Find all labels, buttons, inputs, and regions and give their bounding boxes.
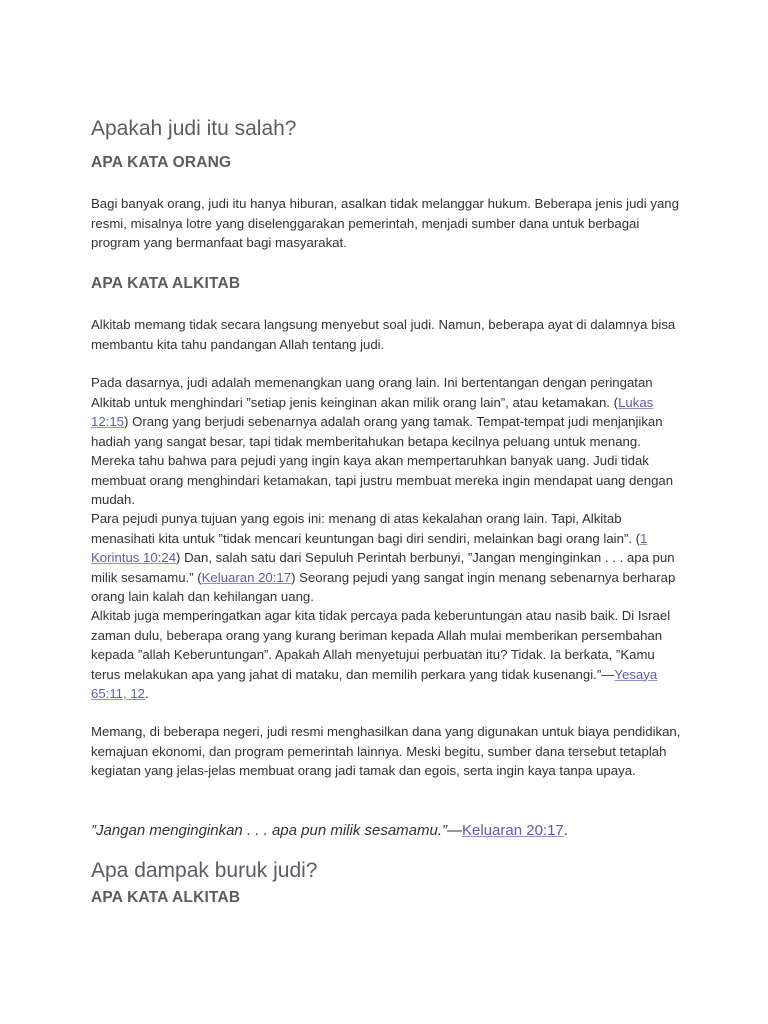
- link-yesaya-65-11-12[interactable]: Yesaya 65:11, 12: [91, 666, 658, 701]
- link-keluaran-20-17[interactable]: Keluaran 20:17: [201, 569, 292, 585]
- link-quote-keluaran-20-17[interactable]: Keluaran 20:17: [462, 822, 564, 839]
- quote-end: .: [563, 822, 568, 839]
- paragraph-text: Alkitab juga memperingatkan agar kita tidak percaya pada keberuntungan atau nasib baik. Di Israel zaman dulu, beberapa orang yang kurang beriman kepada Allah mulai memberikan persembahan kepada ”allah Keberuntungan”. Apakah Allah menyetujui perbuatan itu? Tidak. Ia berkata, ”Kamu terus melakukan apa yang jahat di mataku, dan memilih perkara yang tidak kusenangi.”—: [91, 608, 671, 682]
- paragraph-keberuntungan: [91, 606, 683, 704]
- paragraph-text: ) Seorang pejudi yang sangat ingin menang sebenarnya berharap orang lain kalah dan kehilangan uang.: [91, 569, 676, 604]
- heading-apa-kata-alkitab-2: APA KATA ALKITAB: [91, 889, 241, 906]
- paragraph-text: ) Dan, salah satu dari Sepuluh Perintah berbunyi, ”Jangan menginginkan . . . apa pun milik sesamamu.” (: [91, 550, 675, 585]
- paragraph-judi-resmi: Memang, di beberapa negeri, judi resmi menghasilkan dana yang digunakan untuk biaya pendidikan, kemajuan ekonomi, dan program pemerintah lainnya. Meski begitu, sumber dana tersebut tetaplah kegiatan yang jelas-jelas membuat orang jadi tamak dan egois, serta ingin kaya tanpa upaya.: [91, 724, 681, 778]
- heading-apa-kata-alkitab: APA KATA ALKITAB: [91, 275, 241, 292]
- section-title-judi-salah: Apakah judi itu salah?: [91, 117, 297, 140]
- link-lukas-12-15[interactable]: Lukas 12:15: [91, 394, 654, 429]
- heading-apa-kata-orang: APA KATA ORANG: [91, 154, 232, 171]
- paragraph-text: Para pejudi punya tujuan yang egois ini: menang di atas kekalahan orang lain. Tapi, Alkitab menasihati kita untuk ”tidak mencari keuntungan bagi diri sendiri, melainkan bagi orang lain”. (: [91, 511, 641, 546]
- paragraph-text: Pada dasarnya, judi adalah memenangkan uang orang lain. Ini bertentangan dengan peringatan Alkitab untuk menghindari ”setiap jenis keinginan akan milik orang lain”, atau ketamakan. (: [91, 375, 653, 410]
- section-title-dampak-buruk: Apa dampak buruk judi?: [91, 859, 318, 882]
- quote-text: ”Jangan menginginkan . . . apa pun milik sesamamu.”—: [91, 822, 463, 839]
- paragraph-text: .: [145, 686, 149, 701]
- paragraph-text: ) Orang yang berjudi sebenarnya adalah orang yang tamak. Tempat-tempat judi menjanjikan hadiah yang sangat besar, tapi tidak memberitahukan betapa kecilnya peluang untuk menang. Mereka tahu bahwa para pejudi yang ingin kaya akan mempertaruhkan banyak uang. Judi tidak membuat orang menghindari ketamakan, tapi justru membuat mereka ingin mendapat uang dengan mudah.: [91, 414, 674, 507]
- link-1-korintus-10-24[interactable]: 1 Korintus 10:24: [91, 530, 648, 565]
- paragraph-tujuan-egois: [91, 509, 683, 607]
- scripture-quote: [91, 821, 683, 841]
- paragraph-alkitab-intro: Alkitab memang tidak secara langsung menyebut soal judi. Namun, beberapa ayat di dalamnya bisa membantu kita tahu pandangan Allah tentang judi.: [91, 317, 676, 352]
- paragraph-ketamakan: [91, 373, 683, 510]
- paragraph-orang: Bagi banyak orang, judi itu hanya hiburan, asalkan tidak melanggar hukum. Beberapa jenis judi yang resmi, misalnya lotre yang diselenggarakan pemerintah, menjadi sumber dana untuk berbagai program yang bermanfaat bagi masyarakat.: [91, 196, 679, 250]
